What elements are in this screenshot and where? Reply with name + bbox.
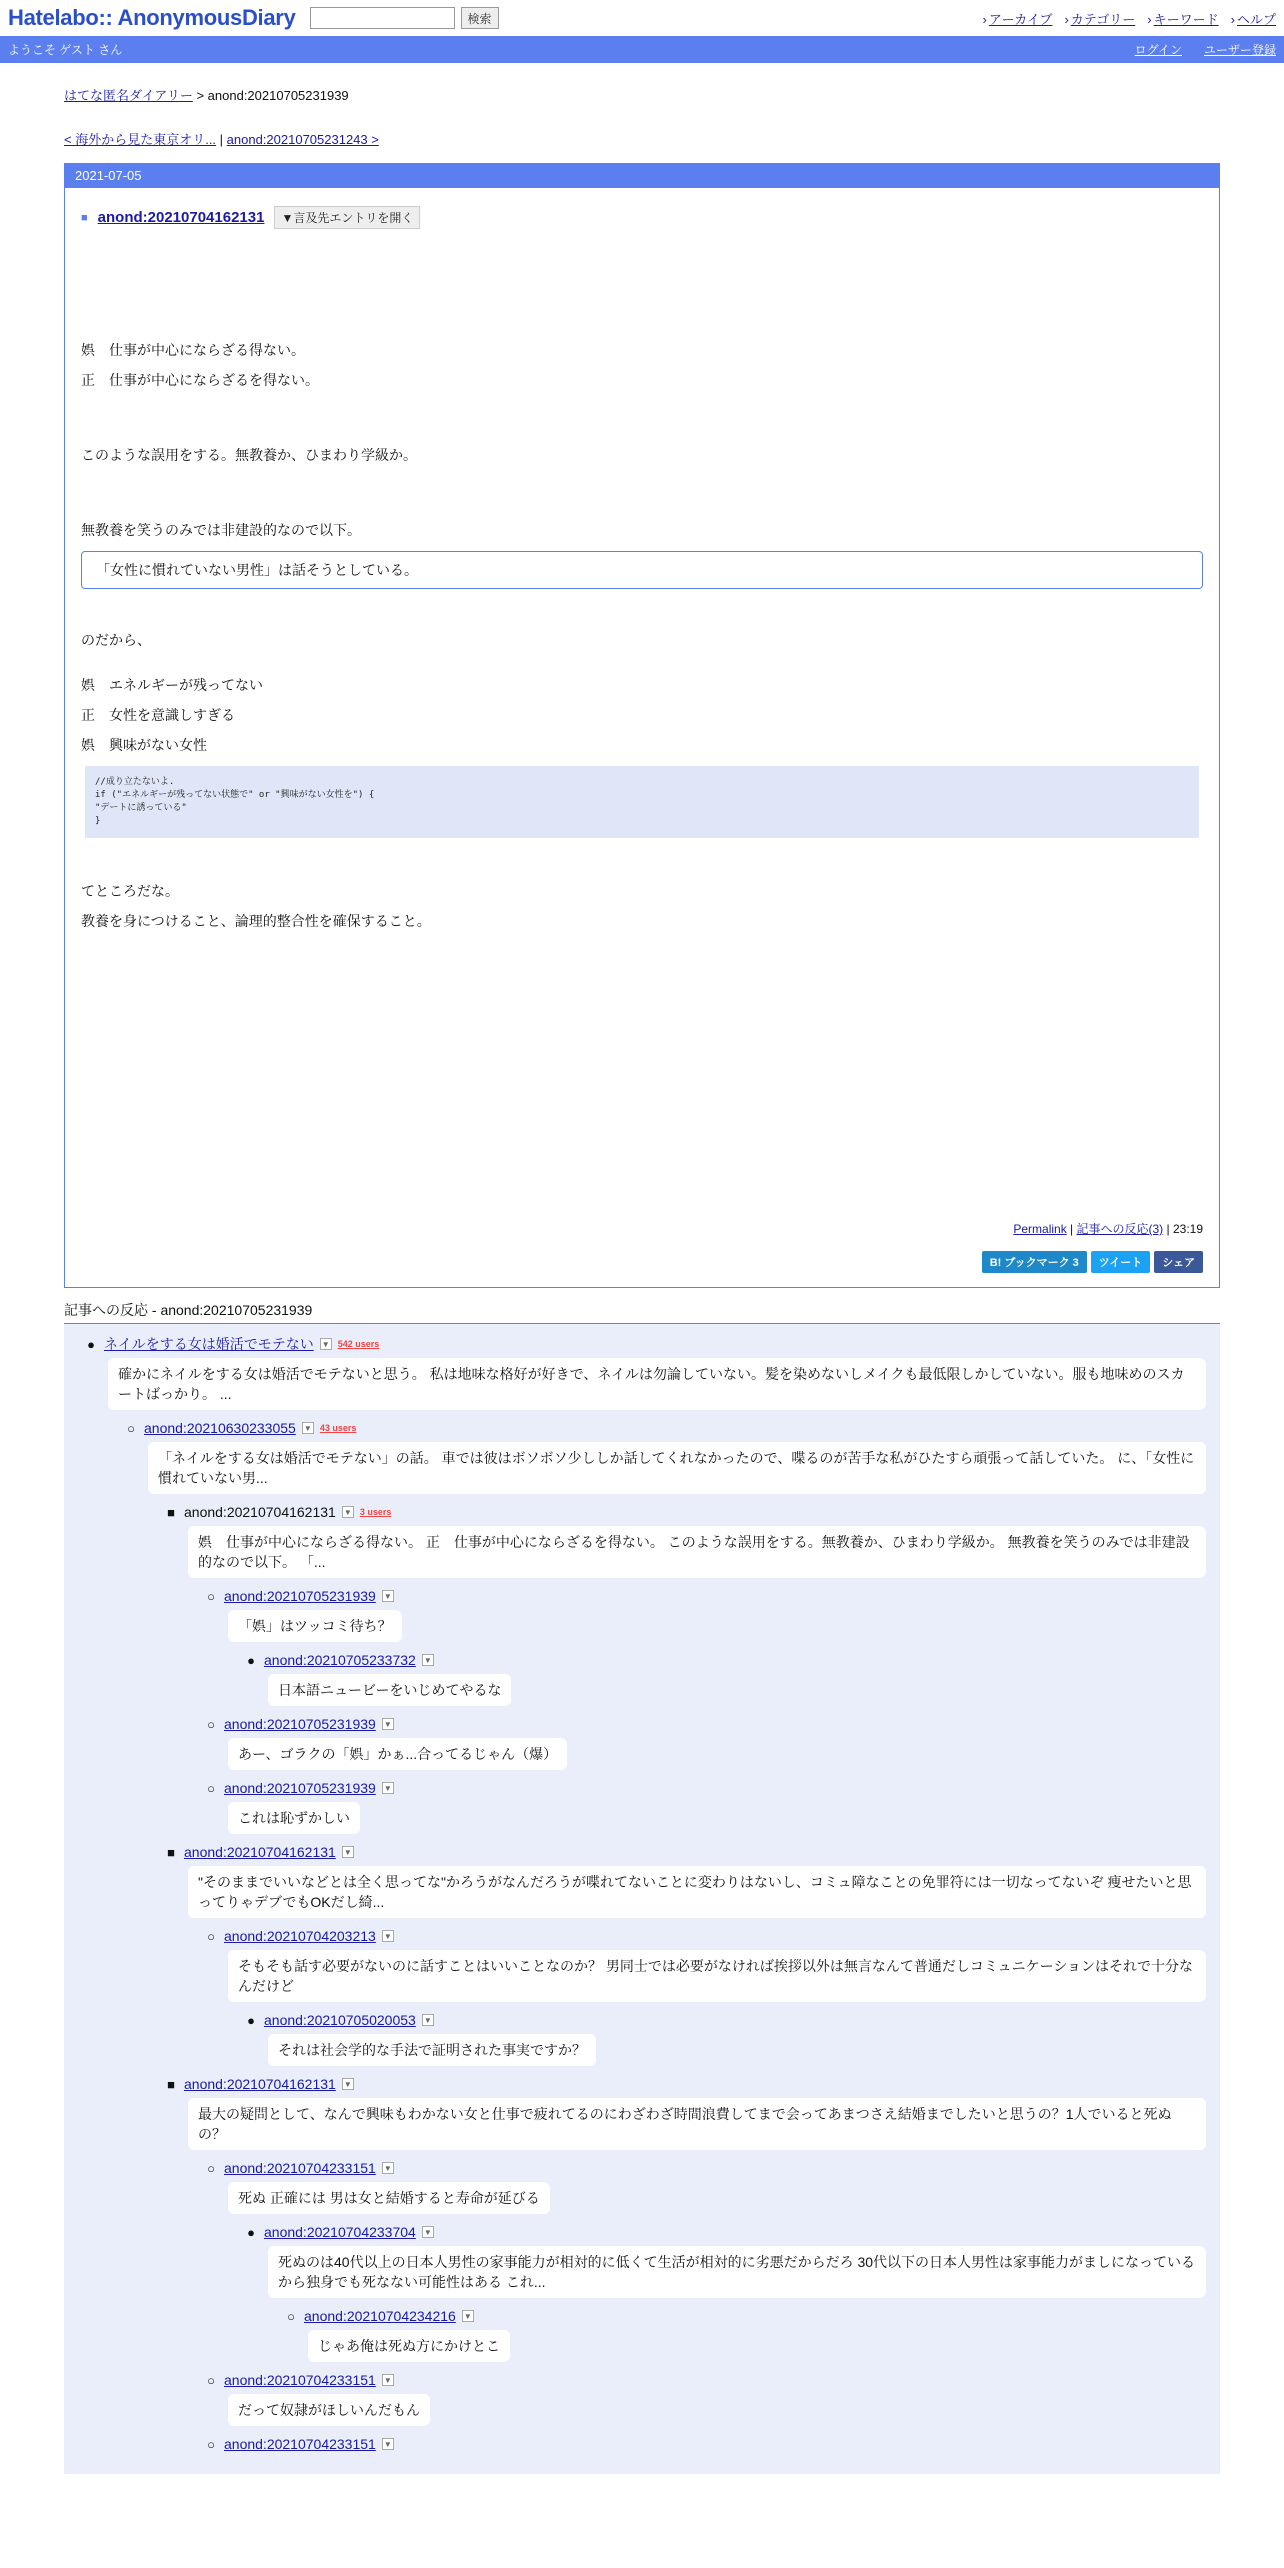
- facebook-share-button[interactable]: シェア: [1154, 1251, 1203, 1273]
- chevron-down-icon[interactable]: ▼: [320, 1338, 332, 1350]
- chevron-down-icon[interactable]: ▼: [422, 1654, 434, 1666]
- entry-title-row: [81, 206, 1203, 229]
- reaction-snippet: 確かにネイルをする女は婚活でモテないと思う。 私は地味な格好が好きで、ネイルは勿論していない。髪を染めないしメイクも最低限しかしていない。服も地味めのスカートばっかり。 ...: [108, 1358, 1206, 1410]
- reaction-link[interactable]: anond:20210704203213: [224, 1928, 376, 1944]
- reaction-snippet: これは恥ずかしい: [228, 1802, 360, 1834]
- breadcrumb: [64, 85, 1220, 104]
- entry-date: 2021-07-05: [65, 164, 1219, 188]
- entry-code-block: //成り立たないよ. if ("エネルギーが残ってない状態で" or "興味がない女性を") { "デートに誘っている" }: [85, 766, 1199, 838]
- reaction-item: [124, 1418, 1220, 1502]
- chevron-down-icon[interactable]: ▼: [382, 2162, 394, 2174]
- welcome-bar: [0, 36, 1284, 63]
- reaction-item: [244, 1650, 1220, 1714]
- chevron-down-icon[interactable]: ▼: [422, 2014, 434, 2026]
- login-link[interactable]: ログイン: [1134, 43, 1182, 57]
- reaction-link[interactable]: anond:20210705233732: [264, 1652, 416, 1668]
- bullet-circle-icon: ○: [207, 1716, 215, 1732]
- reaction-snippet: 「ネイルをする女は婚活でモテない」の話。 車では彼はボソボソ少ししか話してくれなかったので、喋るのが苦手な私がひたすら頑張って話していた。 に、「女性に慣れていない男...: [148, 1442, 1206, 1494]
- entry-line: てところだな。: [81, 883, 179, 899]
- next-entry-link[interactable]: anond:20210705231243 >: [226, 132, 379, 147]
- reaction-snippet: "そのままでいいなどとは全く思ってな"かろうがなんだろうが喋れてないことに変わりはないし、コミュ障なことの免罪符には一切なってないぞ 痩せたいと思ってりゃデブでもOKだし綺...: [188, 1866, 1206, 1918]
- prev-next-nav: [64, 129, 1220, 148]
- entry-line: 正 女性を意識しすぎる: [81, 707, 235, 723]
- entry-time: 23:19: [1172, 1222, 1203, 1236]
- chevron-down-icon[interactable]: ▼: [342, 1506, 354, 1518]
- entry-footer: [81, 1220, 1203, 1237]
- entry-line: 娯 興味がない女性: [81, 737, 207, 753]
- bullet-circle-icon: ○: [207, 1588, 215, 1604]
- reaction-item: [244, 2222, 1220, 2306]
- bullet-circle-icon: ○: [207, 1928, 215, 1944]
- bullet-circle-icon: ○: [127, 1420, 135, 1436]
- reaction-snippet: あー、ゴラクの「娯」かぁ...合ってるじゃん（爆）: [228, 1738, 567, 1770]
- reaction-snippet: 娯 仕事が中心にならざる得ない。 正 仕事が中心にならざるを得ない。 このような誤用をする。無教養か、ひまわり学級か。 無教養を笑うのみでは非建設的なので以下。 「...: [188, 1526, 1206, 1578]
- reaction-link[interactable]: ネイルをする女は婚活でモテない: [104, 1336, 314, 1352]
- hatena-bookmark-button[interactable]: B! ブックマーク 3: [982, 1251, 1087, 1273]
- reaction-link[interactable]: anond:20210705020053: [264, 2012, 416, 2028]
- reaction-item: [204, 1926, 1220, 2010]
- bookmark-users-badge[interactable]: 43 users: [319, 1423, 357, 1433]
- reaction-link[interactable]: anond:20210704233151: [224, 2436, 376, 2452]
- reaction-link[interactable]: anond:20210704233704: [264, 2224, 416, 2240]
- chevron-down-icon[interactable]: ▼: [342, 2078, 354, 2090]
- reaction-item: [204, 2434, 1220, 2454]
- share-buttons: [81, 1251, 1203, 1273]
- chevron-down-icon[interactable]: ▼: [342, 1846, 354, 1858]
- reaction-item: [164, 2074, 1220, 2158]
- bullet-circle-icon: ○: [207, 2160, 215, 2176]
- reaction-item: [204, 1586, 1220, 1650]
- reaction-item: [164, 1502, 1220, 1586]
- bullet-circle-icon: ○: [207, 1780, 215, 1796]
- reaction-snippet: だって奴隷がほしいんだもん: [228, 2394, 430, 2426]
- chevron-down-icon[interactable]: ▼: [422, 2226, 434, 2238]
- reactions-heading-separator: -: [148, 1302, 161, 1318]
- bullet-circle-icon: ○: [287, 2308, 295, 2324]
- reaction-snippet: 「娯」はツッコミ待ち？: [228, 1610, 402, 1642]
- reaction-item: [84, 1334, 1220, 1418]
- tweet-button[interactable]: ツイート: [1091, 1251, 1150, 1273]
- reaction-item: [164, 1842, 1220, 1926]
- reaction-item: [284, 2306, 1220, 2370]
- chevron-down-icon[interactable]: ▼: [462, 2310, 474, 2322]
- welcome-text: ようこそ ゲスト さん: [8, 43, 123, 57]
- chevron-down-icon[interactable]: ▼: [382, 1590, 394, 1602]
- bullet-circle-icon: ○: [207, 2436, 215, 2452]
- chevron-down-icon[interactable]: ▼: [382, 2438, 394, 2450]
- reactions-heading: [64, 1300, 1220, 1324]
- bullet-disc-icon: ●: [247, 1652, 255, 1668]
- permalink-link[interactable]: Permalink: [1013, 1222, 1067, 1236]
- reaction-snippet: 死ぬのは40代以上の日本人男性の家事能力が相対的に低くて生活が相対的に劣悪だからだろ 30代以下の日本人男性は家事能力がましになっているから独身でも死なない可能性はある これ...: [268, 2246, 1206, 2298]
- reaction-item: [244, 2010, 1220, 2074]
- nav-keyword-link[interactable]: › キーワード: [1147, 9, 1218, 28]
- reaction-link[interactable]: anond:20210704233151: [224, 2160, 376, 2176]
- chevron-down-icon[interactable]: ▼: [382, 1930, 394, 1942]
- footer-separator: |: [1066, 1222, 1077, 1236]
- bullet-disc-icon: ●: [247, 2224, 255, 2240]
- chevron-down-icon[interactable]: ▼: [302, 1422, 314, 1434]
- reaction-snippet: 日本語ニュービーをいじめてやるな: [268, 1674, 511, 1706]
- nav-help-link[interactable]: › ヘルプ: [1231, 9, 1276, 28]
- bullet-circle-icon: ○: [207, 2372, 215, 2388]
- reaction-id: anond:20210704162131: [184, 1504, 336, 1520]
- reactions-heading-id: anond:20210705231939: [160, 1302, 313, 1318]
- reaction-link[interactable]: anond:20210705231939: [224, 1588, 376, 1604]
- nav-archive-link[interactable]: › アーカイブ: [983, 9, 1053, 28]
- reaction-snippet: 最大の疑問として、なんで興味もわかない女と仕事で疲れてるのにわざわざ時間浪費してまで会ってあまつさえ結婚までしたいと思うの？1人でいると死ぬの？: [188, 2098, 1206, 2150]
- footer-separator: |: [1163, 1222, 1173, 1236]
- reaction-snippet: それは社会学的な手法で証明された事実ですか？: [268, 2034, 596, 2066]
- entry-line: 無教養を笑うのみでは非建設的なので以下。: [81, 522, 361, 538]
- entry-day-box: [64, 163, 1220, 1288]
- reaction-link[interactable]: anond:20210704233151: [224, 2372, 376, 2388]
- entry-line: このような誤用をする。無教養か、ひまわり学級か。: [81, 447, 417, 463]
- bullet-square-icon: ■: [167, 2076, 175, 2092]
- entry-line: 娯 仕事が中心にならざる得ない。: [81, 342, 305, 358]
- bullet-disc-icon: ●: [87, 1336, 95, 1352]
- bullet-disc-icon: ●: [247, 2012, 255, 2028]
- breadcrumb-current: anond:20210705231939: [207, 88, 349, 103]
- reactions-link[interactable]: 記事への反応(3): [1076, 1222, 1164, 1236]
- entry-line: 正 仕事が中心にならざるを得ない。: [81, 372, 319, 388]
- entry-line: 娯 エネルギーが残ってない: [81, 677, 263, 693]
- entry-blockquote: 「女性に慣れていない男性」は話そうとしている。: [81, 551, 1203, 589]
- entry-line: のだから、: [81, 632, 151, 648]
- reaction-item: [204, 2158, 1220, 2222]
- breadcrumb-separator: >: [192, 88, 208, 103]
- reaction-link[interactable]: anond:20210630233055: [144, 1420, 296, 1436]
- reaction-link[interactable]: anond:20210705231939: [224, 1780, 376, 1796]
- prev-next-separator: |: [216, 132, 227, 147]
- prev-entry-link[interactable]: < 海外から見た東京オリ...: [64, 132, 217, 147]
- chevron-down-icon[interactable]: ▼: [382, 1718, 394, 1730]
- reaction-item: [204, 1778, 1220, 1842]
- reaction-snippet: 死ぬ 正確には 男は女と結婚すると寿命が延びる: [228, 2182, 550, 2214]
- chevron-down-icon[interactable]: ▼: [382, 2374, 394, 2386]
- bookmark-users-badge[interactable]: 3 users: [359, 1507, 392, 1517]
- open-referenced-entry-button[interactable]: ▼言及先エントリを開く: [274, 206, 420, 229]
- search-input[interactable]: [310, 7, 455, 29]
- reactions-tree: [64, 1324, 1220, 2474]
- register-link[interactable]: ユーザー登録: [1203, 43, 1276, 57]
- bookmark-users-badge[interactable]: 542 users: [337, 1339, 380, 1349]
- reactions-heading-label: 記事への反応: [64, 1302, 148, 1318]
- top-bar: [0, 0, 1284, 36]
- entry-line: 教養を身につけること、論理的整合性を確保すること。: [81, 913, 431, 929]
- reaction-snippet: そもそも話す必要がないのに話すことはいいことなのか？ 男同士では必要がなければ挨拶以外は無言なんて普通だしコミュニケーションはそれで十分なんだけど: [228, 1950, 1206, 2002]
- breadcrumb-home-link[interactable]: はてな匿名ダイアリー: [64, 88, 193, 103]
- reaction-item: [204, 1714, 1220, 1778]
- reaction-item: [204, 2370, 1220, 2434]
- search-button[interactable]: 検索: [461, 7, 499, 29]
- entry-title-link[interactable]: anond:20210704162131: [97, 209, 265, 226]
- chevron-down-icon[interactable]: ▼: [382, 1782, 394, 1794]
- reaction-link[interactable]: anond:20210704234216: [304, 2308, 456, 2324]
- bullet-square-icon: ■: [167, 1844, 175, 1860]
- reaction-link[interactable]: anond:20210704162131: [184, 2076, 336, 2092]
- top-nav: [983, 9, 1276, 28]
- bullet-square-icon: ■: [167, 1504, 175, 1520]
- site-logo[interactable]: Hatelabo:: AnonymousDiary: [8, 5, 296, 30]
- reaction-link[interactable]: anond:20210704162131: [184, 1844, 336, 1860]
- entry-square-icon: ■: [81, 211, 88, 224]
- reaction-link[interactable]: anond:20210705231939: [224, 1716, 376, 1732]
- reaction-snippet: じゃあ俺は死ぬ方にかけとこ: [308, 2330, 510, 2362]
- nav-category-link[interactable]: › カテゴリー: [1064, 9, 1135, 28]
